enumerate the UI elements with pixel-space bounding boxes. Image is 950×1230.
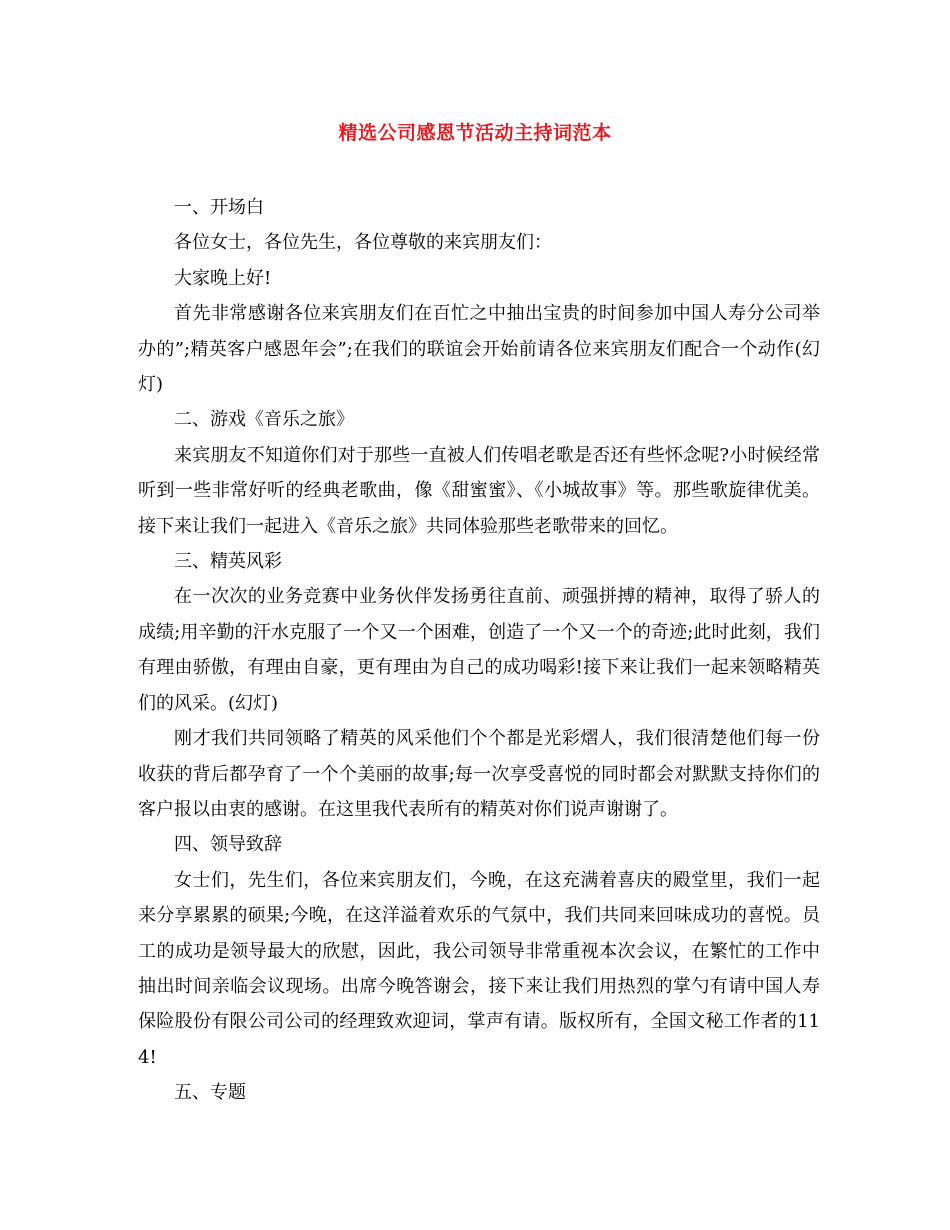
section-heading-topic: 五、专题 — [174, 1082, 246, 1104]
document-title: 精选公司感恩节活动主持词范本 — [338, 122, 612, 144]
section-heading-leader-speech: 四、领导致辞 — [174, 834, 282, 856]
paragraph-elite-thanks: 刚才我们共同领略了精英的风采他们个个都是光彩熠人，我们很清楚他们每一份收获的背后都孕育了一个个美丽的故事;每一次享受喜悦的同时都会对默默支持你们的客户报以由衷的感谢。在这里我代表所有的精英对你们说声谢谢了。 — [138, 728, 820, 820]
section-heading-opening: 一、开场白 — [174, 197, 264, 218]
document-body — [138, 190, 820, 1111]
paragraph-leader-speech: 女士们，先生们，各位来宾朋友们，今晚，在这充满着喜庆的殿堂里，我们一起来分享累累的硕果;今晚，在这洋溢着欢乐的气氛中，我们共同来回味成功的喜悦。员工的成功是领导最大的欣慰，因此，我公司领导非常重视本次会议，在繁忙的工作中抽出时间亲临会议现场。出席今晚答谢会，接下来让我们用热烈的掌勺有请中国人寿保险股份有限公司公司的经理致欢迎词，掌声有请。版权所有，全国文秘工作者的114! — [138, 869, 820, 1068]
paragraph-thanks: 首先非常感谢各位来宾朋友们在百忙之中抽出宝贵的时间参加中国人寿分公司举办的”;精英客户感恩年会”;在我们的联谊会开始前请各位来宾朋友们配合一个动作(幻灯) — [138, 303, 820, 396]
paragraph-elite-achievements: 在一次次的业务竞赛中业务伙伴发扬勇往直前、顽强拼搏的精神，取得了骄人的成绩;用辛勤的汗水克服了一个又一个困难，创造了一个又一个的奇迹;此时此刻，我们有理由骄傲，有理由自豪，更有理由为自己的成功喝彩!接下来让我们一起来领略精英们的风采。(幻灯) — [138, 586, 820, 714]
paragraph-music-journey: 来宾朋友不知道你们对于那些一直被人们传唱老歌是否还有些怀念呢?小时候经常听到一些非常好听的经典老歌曲，像《甜蜜蜜》、《小城故事》等。那些歌旋律优美。接下来让我们一起进入《音乐之旅》共同体验那些老歌带来的回忆。 — [138, 444, 820, 537]
paragraph-greeting: 各位女士，各位先生，各位尊敬的来宾朋友们： — [174, 232, 552, 254]
section-heading-elite: 三、精英风彩 — [174, 551, 282, 573]
paragraph-good-evening: 大家晚上好! — [174, 267, 272, 289]
section-heading-game: 二、游戏《音乐之旅》 — [174, 409, 354, 431]
